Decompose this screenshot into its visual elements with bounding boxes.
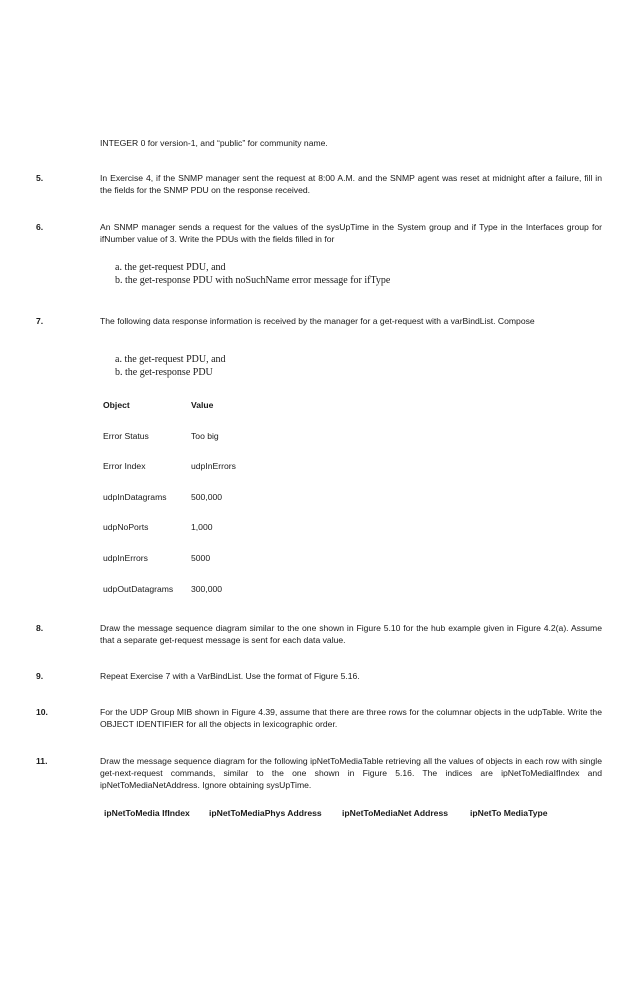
exercise-6-text: An SNMP manager sends a request for the values of the sysUpTime in the System group and if Type in the Interfaces group for ifNumber value of 3. Write the PDUs with the fields filled in for — [100, 222, 602, 244]
column-header: ipNetToMedia IfIndex — [104, 808, 190, 818]
exercise-7-item-b: b. the get-response PDU — [115, 367, 213, 378]
exercise-5-text: In Exercise 4, if the SNMP manager sent the request at 8:00 A.M. and the SNMP agent was reset at midnight after a failure, fill in the fields for the SNMP PDU on the response received. — [100, 173, 602, 195]
exercise-6-number: 6. — [36, 222, 44, 232]
column-header: ipNetToMediaPhys Address — [209, 808, 322, 818]
intro-line: INTEGER 0 for version-1, and “public” for community name. — [100, 138, 328, 148]
table-row-object: udpInDatagrams — [103, 492, 167, 502]
exercise-9-number: 9. — [36, 671, 44, 681]
column-header: ipNetTo MediaType — [470, 808, 548, 818]
exercise-7-number: 7. — [36, 316, 44, 326]
exercise-8-number: 8. — [36, 623, 44, 633]
exercise-5-number: 5. — [36, 173, 44, 183]
exercise-6-item-b: b. the get-response PDU with noSuchName error message for ifType — [115, 275, 391, 286]
table-row-object: udpNoPorts — [103, 522, 149, 532]
exercise-7-item-a: a. the get-request PDU, and — [115, 354, 226, 365]
table-row-value: udpInErrors — [191, 461, 236, 471]
exercise-11-number: 11. — [36, 756, 48, 766]
table-row-object: udpOutDatagrams — [103, 584, 174, 594]
exercise-6-item-a: a. the get-request PDU, and — [115, 262, 226, 273]
table-row-object: udpInErrors — [103, 553, 148, 563]
table-row-value: 1,000 — [191, 522, 213, 532]
table-row-value: 500,000 — [191, 492, 223, 502]
table-row-value: Too big — [191, 431, 219, 441]
table-row-value: 5000 — [191, 553, 211, 563]
exercise-10-number: 10. — [36, 707, 48, 717]
exercise-10-text: For the UDP Group MIB shown in Figure 4.39, assume that there are three rows for the columnar objects in the udpTable. Write the OBJECT IDENTIFIER for all the objects in lexicographic order. — [100, 707, 602, 729]
exercise-9-text: Repeat Exercise 7 with a VarBindList. Use the format of Figure 5.16. — [100, 671, 360, 681]
exercise-8-text: Draw the message sequence diagram similar to the one shown in Figure 5.10 for the hub example given in Figure 4.2(a). Assume that a separate get-request message is sent for each data value. — [100, 623, 602, 645]
table-row-value: 300,000 — [191, 584, 223, 594]
column-header: ipNetToMediaNet Address — [342, 808, 449, 818]
table-row-object: Error Status — [103, 431, 149, 441]
exercise-7-text: The following data response information is received by the manager for a get-request with a varBindList. Compose — [100, 316, 535, 326]
exercise-11-text: Draw the message sequence diagram for the following ipNetToMediaTable retrieving all the values of objects in each row with single get-next-request commands, similar to the one shown in Figure 5.16. The indices are ipNetToMediaIfIndex and ipNetToMediaNetAddress. Ignore obtaining sysUpTime. — [100, 756, 602, 790]
table-row-object: Error Index — [103, 461, 146, 471]
table-header-object: Object — [103, 400, 130, 410]
table-header-value: Value — [191, 400, 214, 410]
